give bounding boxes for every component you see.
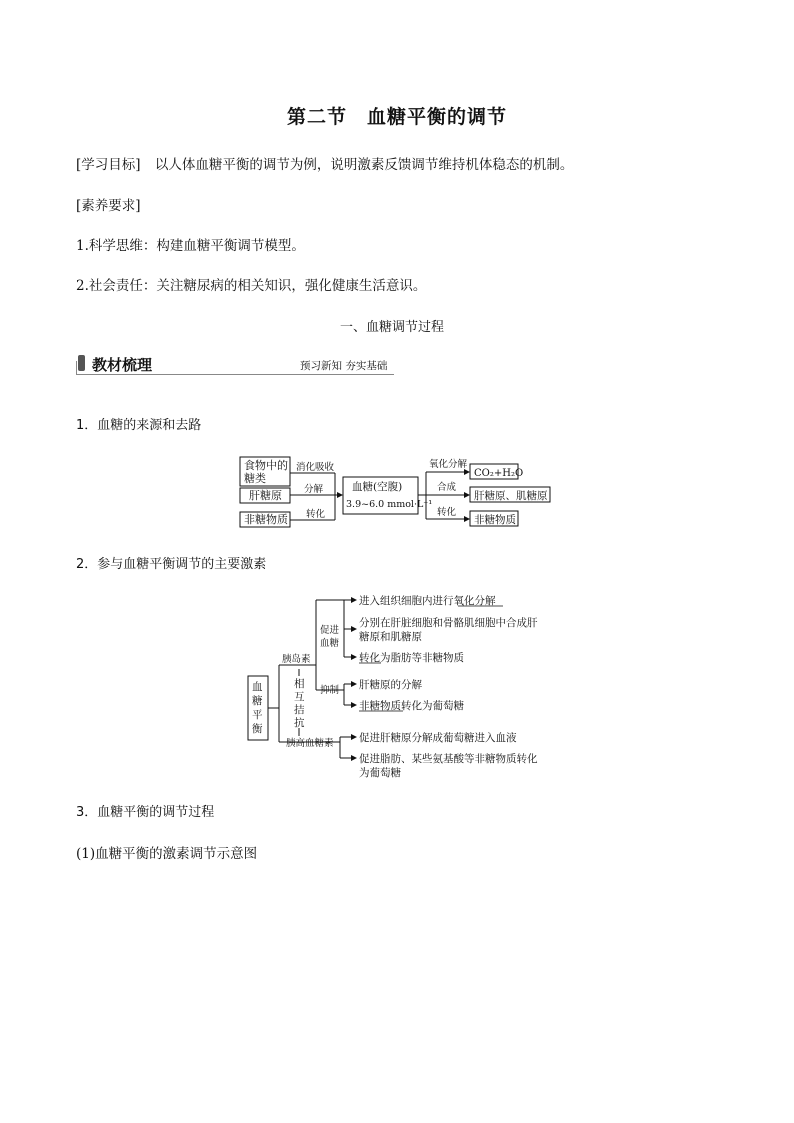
banner-subtitle: 预习新知 夯实基础: [300, 360, 388, 372]
promote-item-3: 转化为脂肪等非糖物质: [359, 652, 464, 664]
label-decompose: 分解: [304, 484, 324, 495]
part-heading: 一、血糖调节过程: [340, 320, 445, 335]
promote-item-1: 进入组织细胞内进行氧化分解: [359, 595, 496, 607]
glucagon-item-1: 促进肝糖原分解成葡萄糖进入血液: [359, 732, 517, 744]
antagonism-char-2: 互: [294, 691, 305, 703]
root-char-2: 糖: [252, 695, 263, 707]
dest-non-sugar: 非糖物质: [474, 514, 516, 526]
root-char-1: 血: [252, 681, 263, 693]
glucagon-item-2b: 为葡萄糖: [359, 767, 401, 779]
literacy-tag: [素养要求]: [76, 198, 141, 214]
label-synthesis: 合成: [437, 482, 457, 493]
inhibit-item-2: 非糖物质转化为葡萄糖: [359, 700, 464, 712]
label-oxidation: 氧化分解: [429, 459, 468, 470]
label-convert-in: 转化: [306, 509, 326, 520]
center-line1: 血糖(空腹): [352, 481, 403, 493]
literacy-item-1: 1.科学思维：构建血糖平衡调节模型。: [76, 238, 305, 254]
section-2-heading: 2．参与血糖平衡调节的主要激素: [76, 557, 267, 572]
inhibit-item-1: 肝糖原的分解: [359, 679, 422, 691]
objective-text: 以人体血糖平衡的调节为例，说明激素反馈调节维持机体稳态的机制。: [154, 157, 574, 173]
glucagon-item-2a: 促进脂肪、某些氨基酸等非糖物质转化: [359, 753, 538, 765]
page-title: 第二节 血糖平衡的调节: [286, 106, 507, 128]
label-convert-out: 转化: [437, 507, 457, 518]
objective-tag: [学习目标]: [76, 157, 141, 173]
banner-label: 教材梳理: [92, 356, 153, 374]
insulin-label: 胰岛素: [282, 654, 311, 665]
antagonism-char-4: 抗: [294, 717, 305, 729]
root-char-4: 衡: [252, 723, 263, 735]
inhibit-label: 抑制: [320, 685, 340, 696]
dest-glycogen: 肝糖原、肌糖原: [474, 490, 548, 502]
label-digestion: 消化吸收: [296, 462, 335, 473]
promote-item-2b: 糖原和肌糖原: [359, 631, 422, 643]
dest-co2-h2o: CO₂+H₂O: [474, 468, 524, 479]
glucagon-label: 胰高血糖素: [286, 738, 334, 749]
section-1-heading: 1．血糖的来源和去路: [76, 418, 202, 433]
source-food-line2: 糖类: [244, 472, 266, 485]
antagonism-char-3: 拮: [294, 704, 305, 716]
promote-line1: 促进: [320, 625, 340, 636]
source-non-sugar: 非糖物质: [244, 513, 288, 526]
center-line2: 3.9~6.0 mmol·L⁻¹: [346, 499, 433, 510]
source-food-line1: 食物中的: [244, 459, 288, 472]
literacy-item-2: 2.社会责任：关注糖尿病的相关知识，强化健康生活意识。: [76, 278, 427, 294]
root-char-3: 平: [252, 709, 263, 721]
promote-line2: 血糖: [320, 638, 340, 649]
section-3-subheading: (1)血糖平衡的激素调节示意图: [76, 846, 258, 862]
antagonism-char-1: 相: [294, 678, 305, 690]
source-liver-glycogen: 肝糖原: [249, 489, 282, 502]
section-3-heading: 3．血糖平衡的调节过程: [76, 805, 215, 820]
promote-item-2a: 分别在肝脏细胞和骨骼肌细胞中合成肝: [359, 617, 538, 629]
